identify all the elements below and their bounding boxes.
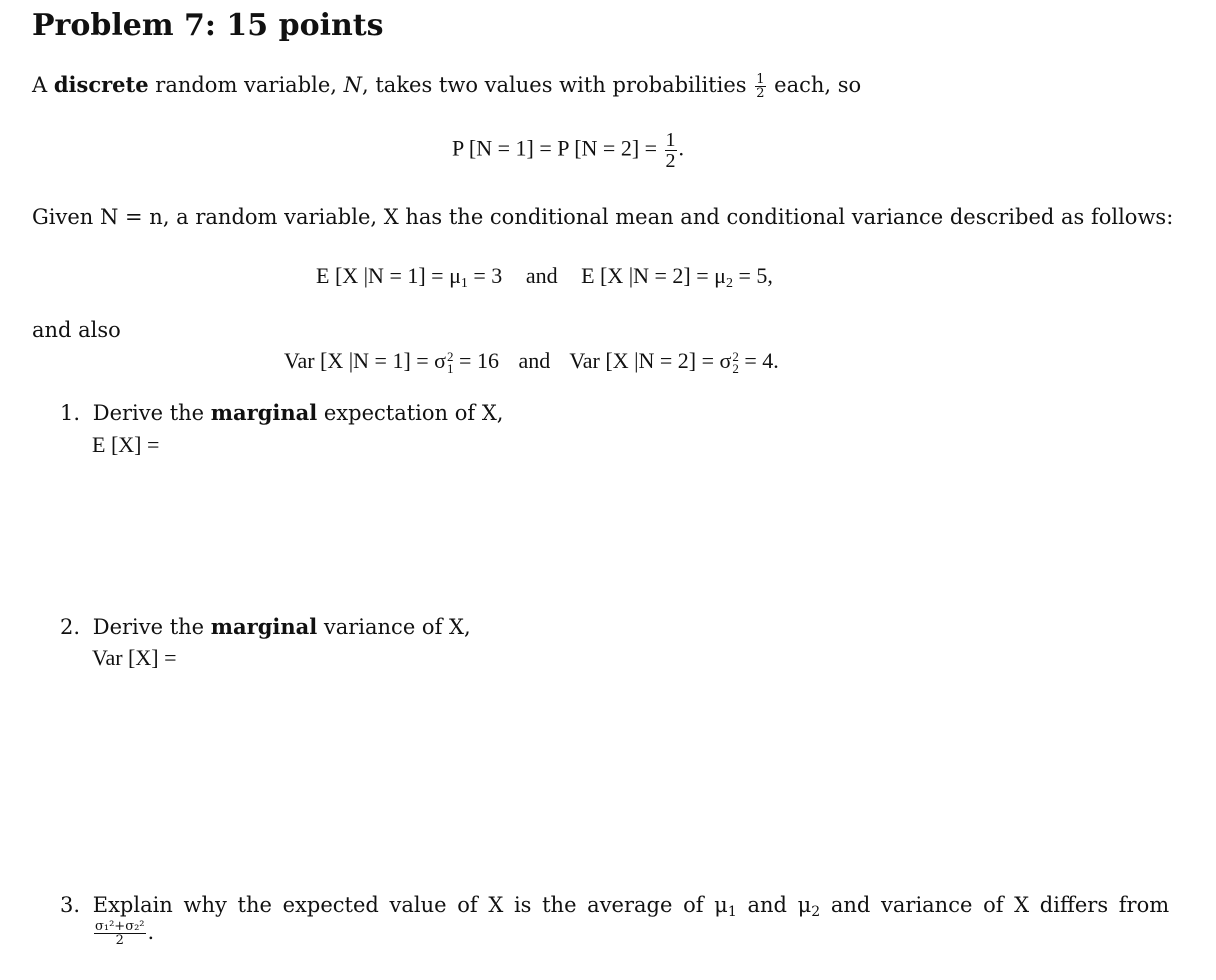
q3-fraction bbox=[94, 920, 146, 947]
eq3-left-val: = 16 bbox=[453, 348, 499, 373]
eq3-right-sub: 2 bbox=[732, 360, 739, 376]
question-2 bbox=[60, 614, 471, 639]
q1-number: 1. bbox=[60, 401, 81, 425]
q1-bold-marginal: marginal bbox=[210, 400, 318, 425]
q2-answer-label: Var [X] = bbox=[92, 645, 177, 670]
eq3-right-sup: 2 bbox=[732, 348, 739, 364]
intro-text-3: , takes two values with probabilities bbox=[362, 73, 754, 97]
eq1-frac-den: 2 bbox=[665, 150, 676, 172]
q3-sub-b: 2 bbox=[811, 904, 821, 920]
q3-frac-num: σ₁²+σ₂² bbox=[95, 919, 145, 934]
q3-sub-a: 1 bbox=[727, 904, 737, 920]
intro-var-n: N bbox=[343, 73, 363, 97]
intro-text-1: A bbox=[32, 73, 54, 97]
problem-title: Problem 7: 15 points bbox=[32, 8, 384, 43]
eq2-right-sub: 2 bbox=[725, 276, 733, 291]
q1-text-pre: Derive the bbox=[92, 401, 211, 425]
q3-tail: . bbox=[147, 920, 155, 944]
eq3-and: and bbox=[518, 348, 551, 373]
equation-conditional-mean bbox=[316, 263, 773, 292]
q3-number: 3. bbox=[60, 893, 81, 917]
eq2-left: E [X |N = 1] = μ bbox=[316, 263, 461, 288]
intro-text-4: each, so bbox=[767, 73, 862, 97]
q3-text-a: Explain why the expected value of X is the average of μ bbox=[92, 893, 728, 917]
q1-answer-label: E [X] = bbox=[92, 432, 160, 457]
intro-frac-num: 1 bbox=[756, 72, 765, 87]
eq1-frac-num: 1 bbox=[665, 129, 676, 151]
eq2-left-sub: 1 bbox=[460, 276, 468, 291]
q3-text-c: and variance of X differs from bbox=[820, 893, 1170, 917]
eq2-and: and bbox=[525, 263, 558, 288]
equation-probabilities bbox=[452, 130, 684, 171]
q2-number: 2. bbox=[60, 615, 81, 639]
q2-text-pre: Derive the bbox=[92, 615, 211, 639]
intro-bold-discrete: discrete bbox=[53, 72, 149, 97]
intro-text-2: random variable, bbox=[148, 73, 344, 97]
q3-text-b: and μ bbox=[736, 893, 812, 917]
question-1 bbox=[60, 400, 503, 425]
eq3-left: Var [X |N = 1] = σ bbox=[284, 348, 447, 373]
question-3 bbox=[60, 893, 1169, 920]
eq3-right-val: = 4. bbox=[738, 348, 779, 373]
eq3-right: Var [X |N = 2] = σ bbox=[569, 348, 732, 373]
eq2-left-val: = 3 bbox=[467, 263, 503, 288]
q1-text-post: expectation of X, bbox=[317, 401, 504, 425]
intro-paragraph bbox=[32, 72, 861, 100]
eq3-left-sup: 2 bbox=[447, 348, 454, 364]
eq2-right-val: = 5, bbox=[732, 263, 773, 288]
intro-frac-den: 2 bbox=[756, 86, 765, 101]
q3-fraction-line bbox=[92, 920, 154, 947]
q3-frac-den: 2 bbox=[115, 933, 124, 948]
q2-bold-marginal: marginal bbox=[210, 614, 318, 639]
q2-text-post: variance of X, bbox=[317, 615, 471, 639]
and-also-text: and also bbox=[32, 318, 121, 342]
eq1-fraction bbox=[665, 130, 677, 171]
eq3-left-sub: 1 bbox=[447, 360, 454, 376]
eq2-right: E [X |N = 2] = μ bbox=[581, 263, 726, 288]
eq1-tail: . bbox=[678, 135, 685, 161]
given-paragraph: Given N = n, a random variable, X has the conditional mean and conditional variance described as follows: bbox=[32, 205, 1174, 229]
eq1-lhs: P [N = 1] = P [N = 2] = bbox=[452, 135, 658, 161]
equation-conditional-variance bbox=[284, 348, 779, 375]
intro-fraction bbox=[755, 73, 765, 100]
